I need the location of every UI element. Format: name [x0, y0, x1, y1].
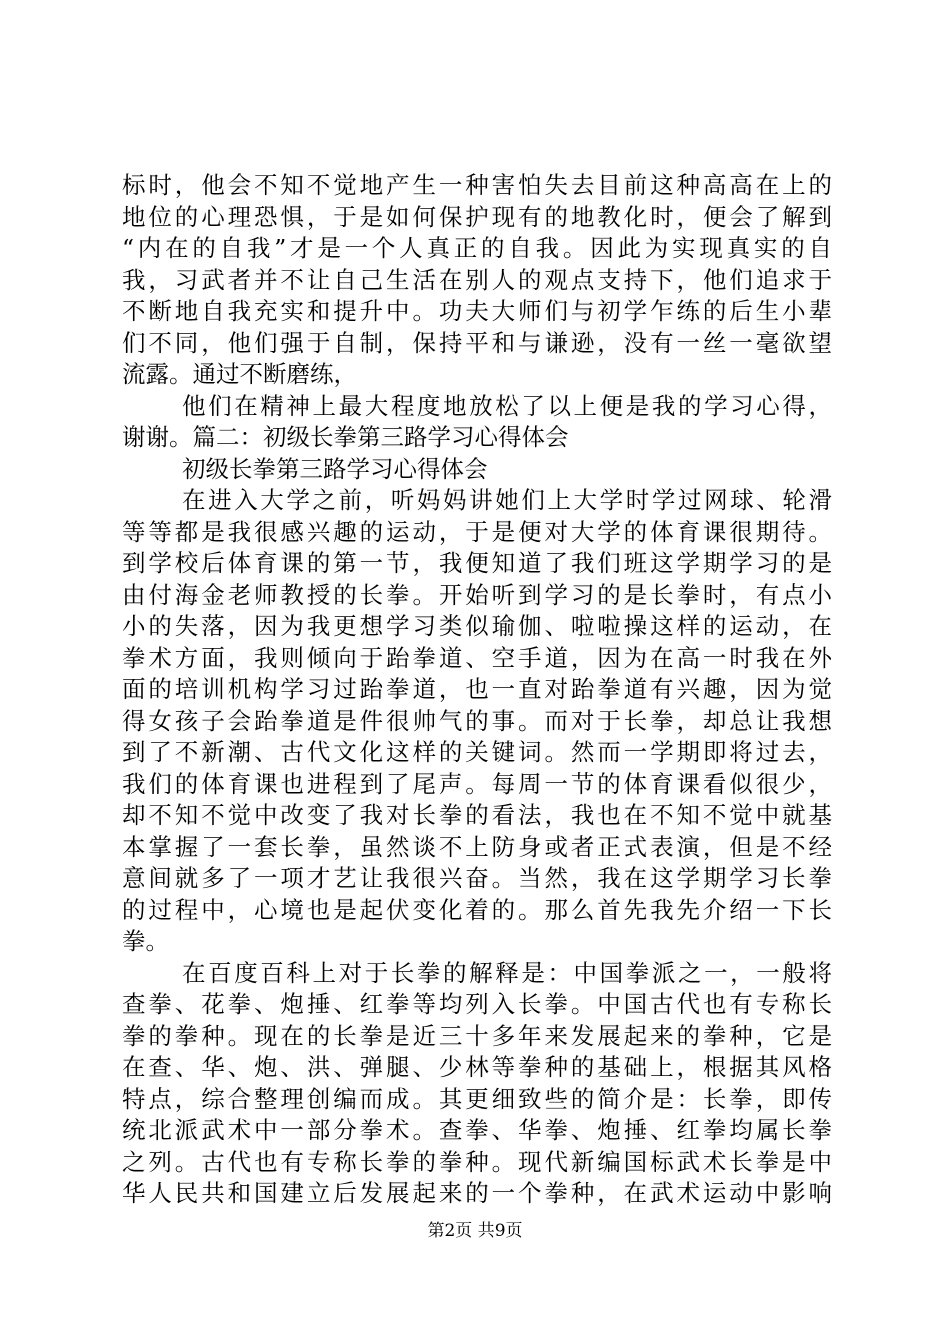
text-line: 等等都是我很感兴趣的运动，于是便对大学的体育课很期待。 — [122, 517, 832, 546]
text-line: 拳的拳种。现在的长拳是近三十多年来发展起来的拳种，它是 — [122, 1021, 832, 1050]
text-line: 谢谢。篇二：初级长拳第三路学习心得体会 — [122, 423, 569, 451]
text-line: 在百度百科上对于长拳的解释是：中国拳派之一，一般将 — [182, 958, 832, 987]
text-line: 华人民共和国建立后发展起来的一个拳种，在武术运动中影响 — [122, 1179, 832, 1207]
text-line: 小的失落，因为我更想学习类似瑜伽、啦啦操这样的运动，在 — [122, 612, 832, 640]
text-line: 拳术方面，我则倾向于跆拳道、空手道，因为在高一时我在外 — [122, 643, 832, 672]
text-line: 到了不新潮、古代文化这样的关键词。然而一学期即将过去， — [122, 738, 832, 766]
text-line: “内在的自我”才是一个人真正的自我。因此为实现真实的自 — [122, 234, 832, 262]
text-line: 地位的心理恐惧，于是如何保护现有的地教化时，便会了解到 — [122, 202, 832, 231]
text-line: 拳。 — [122, 927, 169, 955]
text-line: 标时，他会不知不觉地产生一种害怕失去目前这种高高在上的 — [122, 171, 832, 199]
text-line: 得女孩子会跆拳道是件很帅气的事。而对于长拳，却总让我想 — [122, 706, 832, 735]
text-line: 到学校后体育课的第一节，我便知道了我们班这学期学习的是 — [122, 549, 832, 577]
text-line: 之列。古代也有专称长拳的拳种。现代新编国标武术长拳是中 — [122, 1147, 832, 1176]
text-line: 他们在精神上最大程度地放松了以上便是我的学习心得， — [182, 391, 832, 420]
text-line: 流露。通过不断磨练， — [122, 360, 357, 388]
text-line: 在查、华、炮、洪、弹腿、少林等拳种的基础上，根据其风格 — [122, 1053, 832, 1081]
text-line: 的过程中，心境也是起伏变化着的。那么首先我先介绍一下长 — [122, 895, 832, 924]
text-line: 们不同，他们强于自制，保持平和与谦逊，没有一丝一毫欲望 — [122, 328, 832, 357]
text-line: 意间就多了一项才艺让我很兴奋。当然，我在这学期学习长拳 — [122, 864, 832, 892]
text-line: 面的培训机构学习过跆拳道，也一直对跆拳道有兴趣，因为觉 — [122, 675, 832, 703]
text-line: 由付海金老师教授的长拳。开始听到学习的是长拳时，有点小 — [122, 580, 832, 609]
section-heading: 初级长拳第三路学习心得体会 — [182, 454, 488, 483]
text-line: 在进入大学之前，听妈妈讲她们上大学时学过网球、轮滑 — [182, 486, 832, 514]
page-number-footer: 第2页 共9页 — [427, 1221, 523, 1241]
text-line: 不断地自我充实和提升中。功夫大师们与初学乍练的后生小辈 — [122, 297, 832, 325]
text-line: 却不知不觉中改变了我对长拳的看法，我也在不知不觉中就基 — [122, 801, 832, 829]
text-line: 统北派武术中一部分拳术。查拳、华拳、炮捶、红拳均属长拳 — [122, 1116, 832, 1144]
text-line: 查拳、花拳、炮捶、红拳等均列入长拳。中国古代也有专称长 — [122, 990, 832, 1018]
text-line: 特点，综合整理创编而成。其更细致些的简介是：长拳，即传 — [122, 1084, 832, 1113]
text-line: 本掌握了一套长拳，虽然谈不上防身或者正式表演，但是不经 — [122, 832, 832, 861]
body-text — [122, 170, 832, 1210]
text-line: 我们的体育课也进程到了尾声。每周一节的体育课看似很少， — [122, 769, 832, 798]
text-line: 我，习武者并不让自己生活在别人的观点支持下，他们追求于 — [122, 265, 832, 294]
